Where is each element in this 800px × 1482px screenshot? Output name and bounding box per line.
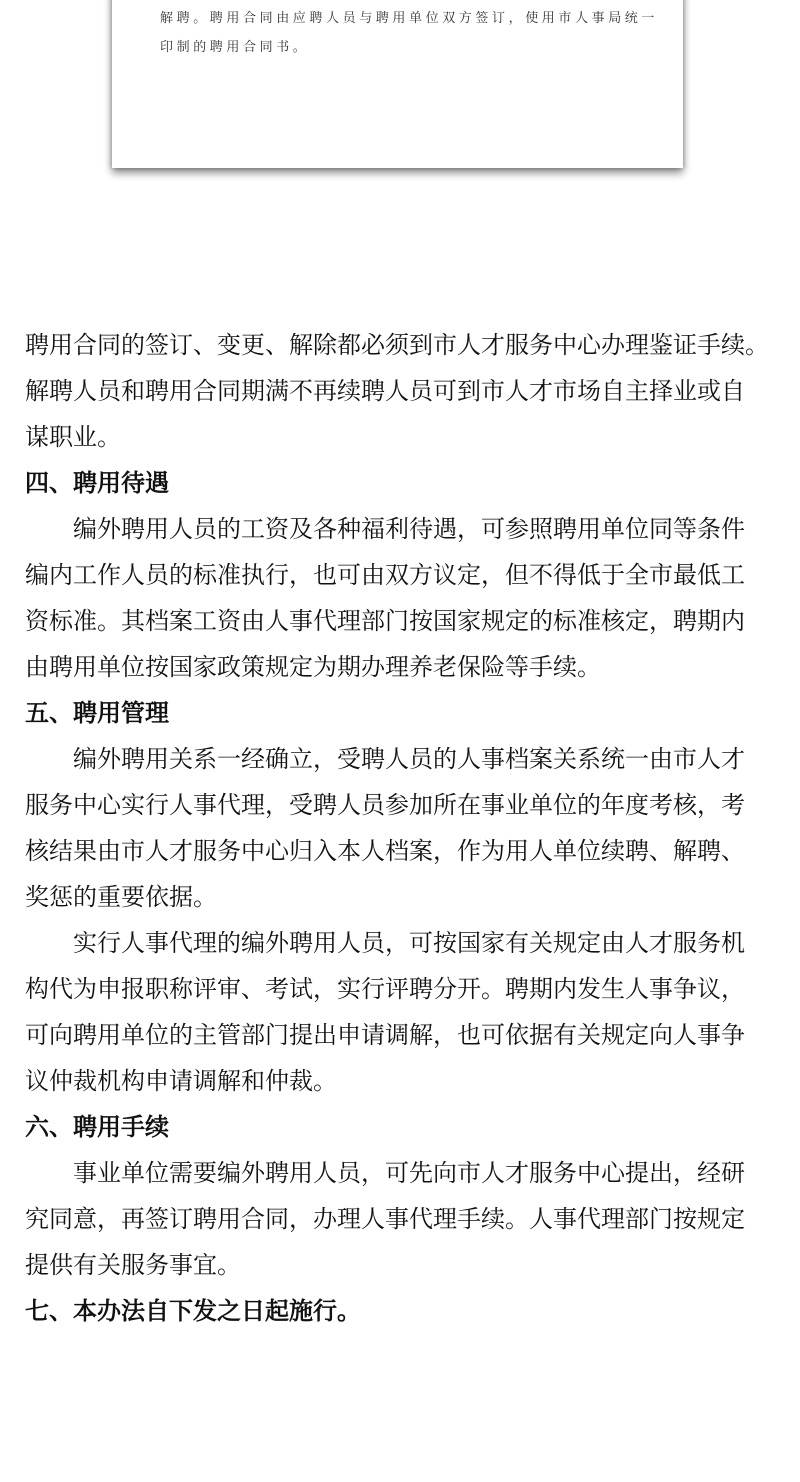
paragraph-line: 奖惩的重要依据。 bbox=[25, 883, 217, 911]
paragraph-line: 谋职业。 bbox=[25, 423, 121, 451]
paragraph-line: 提供有关服务事宜。 bbox=[25, 1251, 241, 1279]
document-preview-card bbox=[112, 0, 683, 168]
paragraph-line: 服务中心实行人事代理，受聘人员参加所在事业单位的年度考核，考 bbox=[25, 791, 745, 819]
paragraph-line: 资标准。其档案工资由人事代理部门按国家规定的标准核定，聘期内 bbox=[25, 607, 745, 635]
paragraph-line: 议仲裁机构申请调解和仲裁。 bbox=[25, 1067, 337, 1095]
card-text-line: 解聘。聘用合同由应聘人员与聘用单位双方签订，使用市人事局统一 bbox=[160, 11, 659, 26]
paragraph-line: 事业单位需要编外聘用人员，可先向市人才服务中心提出，经研 bbox=[73, 1159, 745, 1187]
paragraph-line: 解聘人员和聘用合同期满不再续聘人员可到市人才市场自主择业或自 bbox=[25, 377, 745, 405]
paragraph-line: 聘用合同的签订、变更、解除都必须到市人才服务中心办理鉴证手续。 bbox=[25, 331, 769, 359]
paragraph-line: 实行人事代理的编外聘用人员，可按国家有关规定由人才服务机 bbox=[73, 929, 745, 957]
paragraph-line: 编内工作人员的标准执行，也可由双方议定，但不得低于全市最低工 bbox=[25, 561, 745, 589]
paragraph-line: 编外聘用关系一经确立，受聘人员的人事档案关系统一由市人才 bbox=[73, 745, 745, 773]
card-text-line: 印制的聘用合同书。 bbox=[160, 40, 310, 55]
section-heading: 五、聘用管理 bbox=[25, 699, 169, 727]
paragraph-line: 可向聘用单位的主管部门提出申请调解，也可依据有关规定向人事争 bbox=[25, 1021, 745, 1049]
paragraph-line: 编外聘用人员的工资及各种福利待遇，可参照聘用单位同等条件 bbox=[73, 515, 745, 543]
section-heading: 四、聘用待遇 bbox=[25, 469, 169, 497]
section-heading: 六、聘用手续 bbox=[25, 1113, 169, 1141]
paragraph-line: 由聘用单位按国家政策规定为期办理养老保险等手续。 bbox=[25, 653, 601, 681]
paragraph-line: 核结果由市人才服务中心归入本人档案，作为用人单位续聘、解聘、 bbox=[25, 837, 745, 865]
section-heading: 七、本办法自下发之日起施行。 bbox=[25, 1297, 361, 1325]
paragraph-line: 构代为申报职称评审、考试，实行评聘分开。聘期内发生人事争议， bbox=[25, 975, 745, 1003]
document-body bbox=[25, 322, 800, 1334]
paragraph-line: 究同意，再签订聘用合同，办理人事代理手续。人事代理部门按规定 bbox=[25, 1205, 745, 1233]
